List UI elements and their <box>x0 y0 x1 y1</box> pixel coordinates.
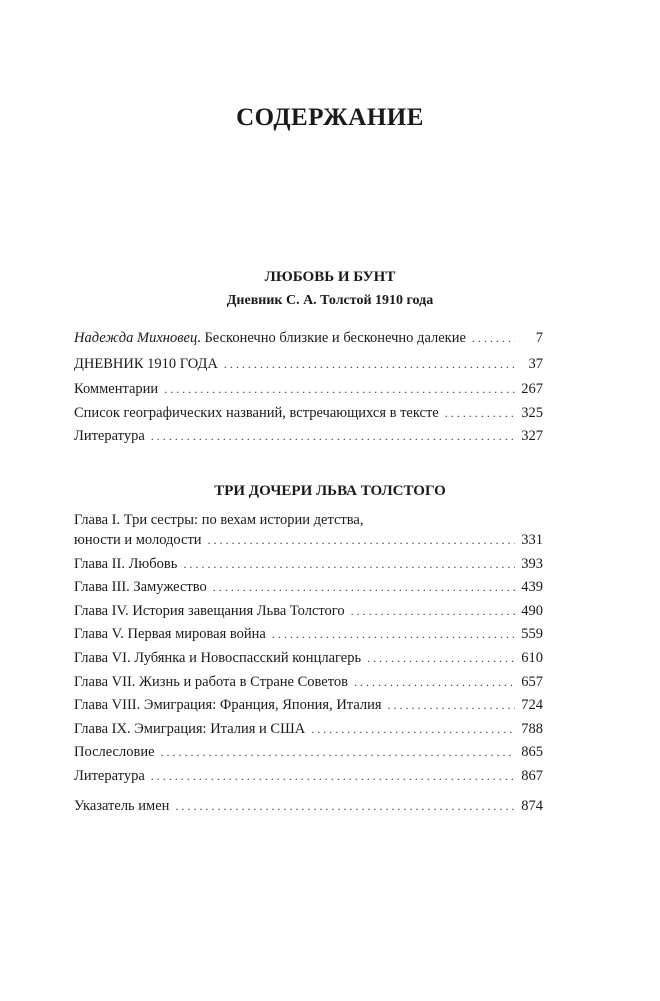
part1-toc-list <box>74 330 543 452</box>
toc-entry-title: Указатель имен <box>74 798 170 814</box>
toc-entry-page: 7 <box>535 330 543 346</box>
toc-entry-author: Надежда Михновец <box>74 330 198 346</box>
toc-entry-page: 874 <box>521 798 543 814</box>
part1-subtitle: Дневник С. А. Толстой 1910 года <box>226 293 434 308</box>
leader-dots <box>311 722 515 737</box>
leader-dots <box>175 799 515 814</box>
toc-entry-title: Глава V. Первая мировая война <box>74 626 266 643</box>
toc-entry[interactable] <box>74 768 543 792</box>
toc-entry[interactable] <box>74 674 543 698</box>
leader-dots <box>388 698 515 713</box>
toc-entry-page: 724 <box>521 697 543 714</box>
toc-entry-page: 490 <box>521 602 543 619</box>
toc-entry-page: 610 <box>521 649 543 666</box>
leader-dots <box>161 745 515 760</box>
toc-entry-title: Послесловие <box>74 744 155 761</box>
leader-dots <box>472 331 515 346</box>
toc-entry-page: 393 <box>521 555 543 572</box>
toc-entry[interactable] <box>74 512 543 556</box>
leader-dots <box>224 357 515 372</box>
toc-entry-page: 439 <box>521 579 543 596</box>
page-title: СОДЕРЖАНИЕ <box>236 104 424 131</box>
toc-entry-page: 325 <box>521 404 543 421</box>
toc-entry-page: 788 <box>521 720 543 737</box>
toc-entry[interactable] <box>74 556 543 580</box>
toc-entry[interactable] <box>74 381 543 405</box>
toc-entry-page: 559 <box>521 626 543 643</box>
leader-dots <box>272 627 515 642</box>
leader-dots <box>213 580 515 595</box>
part2-title: ТРИ ДОЧЕРИ ЛЬВА ТОЛСТОГО <box>214 483 446 499</box>
toc-entry-page: 865 <box>521 744 543 761</box>
toc-entry[interactable] <box>74 798 543 822</box>
leader-dots <box>351 604 515 619</box>
toc-entry-title: Литература <box>74 428 145 445</box>
toc-entry[interactable] <box>74 697 543 721</box>
toc-entry-title: юности и молодости <box>74 532 202 548</box>
toc-entry[interactable] <box>74 603 543 627</box>
toc-entry[interactable] <box>74 428 543 452</box>
toc-entry-title: Глава IV. История завещания Льва Толстого <box>74 602 345 619</box>
toc-entry-page: 657 <box>521 673 543 690</box>
toc-entry-title: Надежда Михновец. Бесконечно близкие и бесконечно далекие <box>74 330 466 346</box>
toc-entry[interactable] <box>74 356 543 380</box>
toc-entry[interactable] <box>74 744 543 768</box>
toc-entry-title: Глава II. Любовь <box>74 555 178 572</box>
leader-dots <box>445 406 515 421</box>
leader-dots <box>164 382 515 397</box>
part1-title: ЛЮБОВЬ И БУНТ <box>264 269 396 285</box>
toc-entry[interactable] <box>74 626 543 650</box>
leader-dots <box>208 533 515 548</box>
toc-entry-title: Комментарии <box>74 381 159 398</box>
toc-entry-page: 327 <box>521 428 543 445</box>
toc-entry-title-line1: Глава I. Три сестры: по вехам истории детства, <box>74 512 364 528</box>
leader-dots <box>354 675 515 690</box>
index-toc-list <box>74 798 543 822</box>
toc-entry-title: Глава IX. Эмиграция: Италия и США <box>74 720 306 737</box>
leader-dots <box>151 769 515 784</box>
toc-entry-page: 331 <box>521 532 543 548</box>
toc-entry[interactable] <box>74 330 543 354</box>
toc-entry-title: Глава VIII. Эмиграция: Франция, Япония, Италия <box>74 697 382 714</box>
toc-entry-title: Список географических названий, встречающихся в тексте <box>74 404 439 421</box>
toc-entry-page: 867 <box>521 767 543 784</box>
toc-entry-title: ДНЕВНИК 1910 ГОДА <box>74 355 218 372</box>
leader-dots <box>183 557 515 572</box>
toc-entry-title: Глава VI. Лубянка и Новоспасский концлагерь <box>74 649 362 666</box>
toc-entry[interactable] <box>74 650 543 674</box>
toc-entry[interactable] <box>74 405 543 429</box>
toc-entry[interactable] <box>74 721 543 745</box>
part2-toc-list <box>74 512 543 792</box>
toc-entry-page: 37 <box>528 355 543 372</box>
toc-entry-page: 267 <box>521 381 543 398</box>
toc-entry[interactable] <box>74 579 543 603</box>
toc-entry-title: Глава VII. Жизнь и работа в Стране Советов <box>74 673 348 690</box>
leader-dots <box>151 429 515 444</box>
toc-entry-title: Литература <box>74 767 145 784</box>
leader-dots <box>367 651 515 666</box>
toc-entry-title: Глава III. Замужество <box>74 579 207 596</box>
